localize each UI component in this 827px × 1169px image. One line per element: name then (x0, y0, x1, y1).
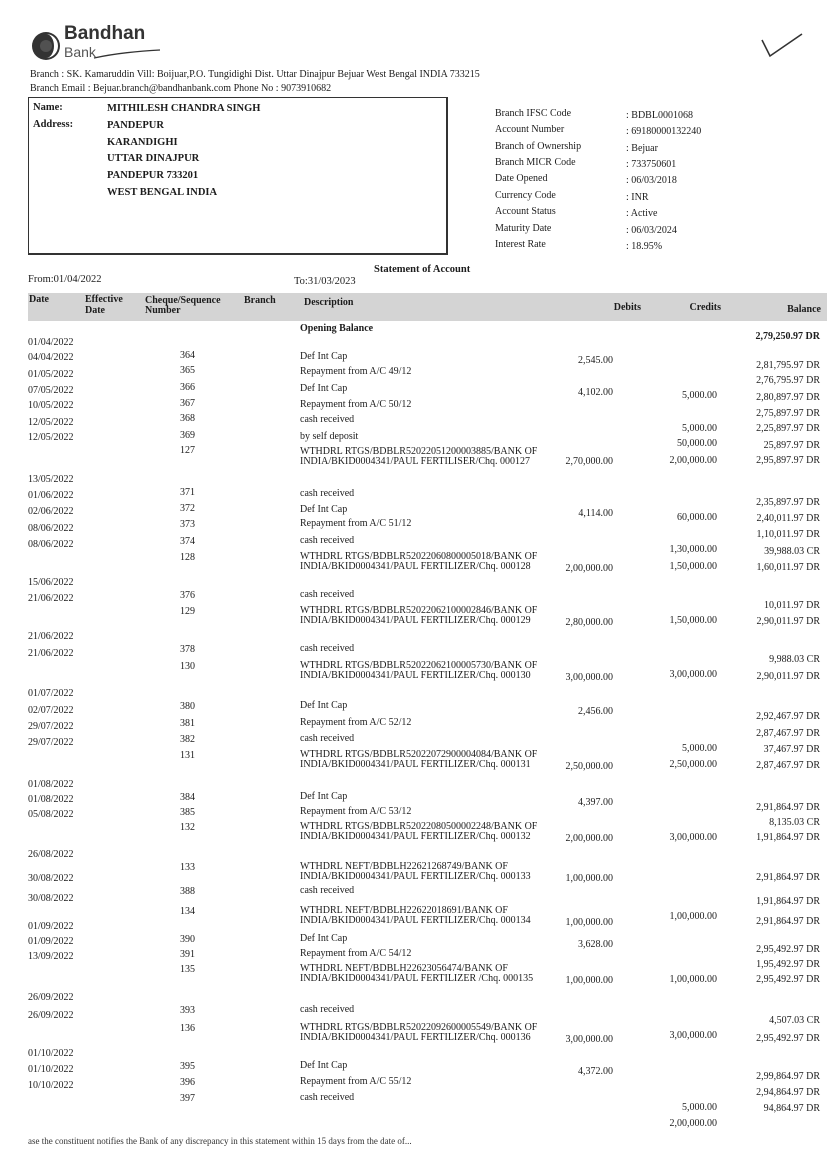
row-description: Opening Balance (300, 323, 374, 334)
row-cheque-number: 132 (180, 822, 195, 833)
row-credit: 5,000.00 (682, 390, 717, 401)
row-description: WTHDRL RTGS/BDBLR52022060800005018/BANK OF INDIA/BKID0004341/PAUL FERTILIZER/Chq. 000128 (300, 551, 538, 572)
row-cheque-number: 127 (180, 445, 195, 456)
row-cheque-number: 129 (180, 606, 195, 617)
row-date: 05/08/2022 (28, 809, 74, 820)
row-debit: 2,00,000.00 (565, 833, 613, 844)
logo-wordmark: Bandhan (64, 23, 146, 44)
row-description: Repayment from A/C 55/12 (300, 1076, 412, 1087)
row-balance: 2,79,250.97 DR (755, 331, 820, 342)
row-date: 10/10/2022 (28, 1080, 74, 1091)
row-credit: 50,000.00 (677, 438, 717, 449)
row-description: WTHDRL RTGS/BDBLR52022062100005730/BANK OF INDIA/BKID0004341/PAUL FERTILIZER/Chq. 000130 (300, 660, 538, 681)
row-debit: 2,456.00 (578, 706, 613, 717)
handwritten-tick-icon (756, 30, 806, 60)
row-balance: 2,91,864.97 DR (756, 802, 820, 813)
row-cheque-number: 365 (180, 365, 195, 376)
row-cheque-number: 133 (180, 862, 195, 873)
row-cheque-number: 397 (180, 1093, 195, 1104)
row-balance: 1,10,011.97 DR (756, 529, 820, 540)
row-balance: 2,40,011.97 DR (756, 513, 820, 524)
row-date: 08/06/2022 (28, 523, 74, 534)
row-debit: 4,397.00 (578, 797, 613, 808)
row-cheque-number: 382 (180, 734, 195, 745)
row-credit: 1,50,000.00 (669, 615, 717, 626)
col-cheque-2: Number (145, 305, 181, 316)
row-date: 01/08/2022 (28, 779, 74, 790)
col-credits: Credits (689, 302, 721, 313)
row-description: cash received (300, 589, 355, 600)
account-info-value: : 69180000132240 (626, 126, 702, 137)
row-date: 26/09/2022 (28, 1010, 74, 1021)
address-line: UTTAR DINAJPUR (107, 153, 200, 164)
row-balance: 37,467.97 DR (763, 744, 820, 755)
row-credit: 5,000.00 (682, 1102, 717, 1113)
row-balance: 2,80,897.97 DR (756, 392, 820, 403)
row-description: Repayment from A/C 53/12 (300, 806, 412, 817)
row-cheque-number: 131 (180, 750, 195, 761)
row-debit: 2,545.00 (578, 355, 613, 366)
col-balance: Balance (787, 304, 821, 315)
row-cheque-number: 380 (180, 701, 195, 712)
row-description: Def Int Cap (300, 351, 348, 362)
row-date: 02/07/2022 (28, 705, 74, 716)
row-debit: 4,372.00 (578, 1066, 613, 1077)
period-to: To:31/03/2023 (294, 276, 356, 287)
col-debits: Debits (613, 302, 641, 313)
row-description: WTHDRL RTGS/BDBLR52022062100002846/BANK OF INDIA/BKID0004341/PAUL FERTILIZER/Chq. 000129 (300, 605, 538, 626)
row-date: 21/06/2022 (28, 648, 74, 659)
row-cheque-number: 385 (180, 807, 195, 818)
row-date: 13/05/2022 (28, 474, 74, 485)
row-balance: 2,81,795.97 DR (756, 360, 820, 371)
row-description: Repayment from A/C 51/12 (300, 518, 412, 529)
row-balance: 2,95,897.97 DR (756, 455, 820, 466)
row-balance: 2,90,011.97 DR (756, 616, 820, 627)
row-description: Def Int Cap (300, 1060, 348, 1071)
name-label: Name: (33, 102, 63, 113)
row-credit: 2,00,000.00 (669, 455, 717, 466)
row-cheque-number: 393 (180, 1005, 195, 1016)
row-date: 26/09/2022 (28, 992, 74, 1003)
row-balance: 2,87,467.97 DR (756, 760, 820, 771)
row-description: WTHDRL NEFT/BDBLH22621268749/BANK OF INDIA/BKID0004341/PAUL FERTILIZER/Chq. 000133 (300, 861, 531, 882)
row-date: 01/07/2022 (28, 688, 74, 699)
row-date: 07/05/2022 (28, 385, 74, 396)
row-description: cash received (300, 1092, 355, 1103)
row-date: 01/04/2022 (28, 337, 74, 348)
row-balance: 94,864.97 DR (763, 1103, 820, 1114)
account-info-label: Date Opened (495, 173, 548, 184)
row-description: WTHDRL NEFT/BDBLH22622018691/BANK OF INDIA/BKID0004341/PAUL FERTILIZER/Chq. 000134 (300, 905, 531, 926)
customer-address-box (28, 97, 448, 255)
row-description: Repayment from A/C 54/12 (300, 948, 412, 959)
row-balance: 1,91,864.97 DR (756, 896, 820, 907)
row-date: 01/08/2022 (28, 794, 74, 805)
row-description: cash received (300, 885, 355, 896)
row-balance: 10,011.97 DR (763, 600, 820, 611)
account-info-label: Interest Rate (495, 239, 546, 250)
row-description: WTHDRL NEFT/BDBLH22623056474/BANK OF INDIA/BKID0004341/PAUL FERTILIZER /Chq. 000135 (300, 963, 534, 984)
account-info-label: Maturity Date (495, 223, 552, 234)
row-date: 13/09/2022 (28, 951, 74, 962)
row-debit: 3,00,000.00 (565, 672, 613, 683)
row-cheque-number: 374 (180, 536, 195, 547)
row-date: 30/08/2022 (28, 873, 74, 884)
bandhan-logo-icon (30, 30, 62, 62)
col-effective-date-2: Date (85, 305, 105, 316)
row-debit: 2,80,000.00 (565, 617, 613, 628)
row-balance: 8,135.03 CR (769, 817, 820, 828)
row-description: WTHDRL RTGS/BDBLR52022080500002248/BANK OF INDIA/BKID0004341/PAUL FERTILIZER/Chq. 000132 (300, 821, 538, 842)
row-date: 12/05/2022 (28, 417, 74, 428)
row-debit: 1,00,000.00 (565, 873, 613, 884)
row-cheque-number: 367 (180, 398, 195, 409)
row-date: 21/06/2022 (28, 631, 74, 642)
branch-email-line: Branch Email : Bejuar.branch@bandhanbank.com Phone No : 9073910682 (30, 83, 332, 94)
row-credit: 2,00,000.00 (669, 1118, 717, 1129)
row-description: Def Int Cap (300, 700, 348, 711)
row-description: cash received (300, 643, 355, 654)
row-debit: 4,102.00 (578, 387, 613, 398)
customer-name: MITHILESH CHANDRA SINGH (107, 103, 261, 114)
row-date: 01/10/2022 (28, 1064, 74, 1075)
row-cheque-number: 381 (180, 718, 195, 729)
branch-address-line: Branch : SK. Kamaruddin Vill: Boijuar,P.O. Tungidighi Dist. Uttar Dinajpur Bejuar West Bengal INDIA 733215 (30, 69, 480, 80)
row-date: 01/09/2022 (28, 921, 74, 932)
row-debit: 1,00,000.00 (565, 917, 613, 928)
row-balance: 4,507.03 CR (769, 1015, 820, 1026)
row-description: Def Int Cap (300, 383, 348, 394)
row-balance: 1,91,864.97 DR (756, 832, 820, 843)
address-line: KARANDIGHI (107, 137, 178, 148)
account-info-label: Branch MICR Code (495, 157, 576, 168)
row-balance: 2,90,011.97 DR (756, 671, 820, 682)
row-description: Def Int Cap (300, 791, 348, 802)
account-info-label: Account Status (495, 206, 556, 217)
row-date: 12/05/2022 (28, 432, 74, 443)
row-description: WTHDRL RTGS/BDBLR52022051200003885/BANK OF INDIA/BKID0004341/PAUL FERTILISER/Chq. 000127 (300, 446, 538, 467)
row-balance: 9,988.03 CR (769, 654, 820, 665)
row-description: Repayment from A/C 49/12 (300, 366, 412, 377)
row-cheque-number: 388 (180, 886, 195, 897)
row-date: 01/06/2022 (28, 490, 74, 501)
row-date: 01/09/2022 (28, 936, 74, 947)
row-cheque-number: 366 (180, 382, 195, 393)
row-description: cash received (300, 414, 355, 425)
row-debit: 2,00,000.00 (565, 563, 613, 574)
row-credit: 1,00,000.00 (669, 974, 717, 985)
row-cheque-number: 373 (180, 519, 195, 530)
address-line: WEST BENGAL INDIA (107, 187, 218, 198)
row-credit: 1,30,000.00 (669, 544, 717, 555)
row-date: 02/06/2022 (28, 506, 74, 517)
row-balance: 25,897.97 DR (763, 440, 820, 451)
account-info-value: : 733750601 (626, 159, 677, 170)
row-description: Def Int Cap (300, 933, 348, 944)
row-credit: 60,000.00 (677, 512, 717, 523)
row-cheque-number: 369 (180, 430, 195, 441)
row-debit: 2,50,000.00 (565, 761, 613, 772)
period-from: From:01/04/2022 (28, 274, 102, 285)
row-credit: 3,00,000.00 (669, 1030, 717, 1041)
row-date: 30/08/2022 (28, 893, 74, 904)
row-cheque-number: 364 (180, 350, 195, 361)
row-date: 29/07/2022 (28, 737, 74, 748)
row-description: cash received (300, 733, 355, 744)
row-balance: 2,91,864.97 DR (756, 872, 820, 883)
row-cheque-number: 396 (180, 1077, 195, 1088)
account-info-value: : Bejuar (626, 143, 658, 154)
row-debit: 4,114.00 (578, 508, 613, 519)
row-date: 01/05/2022 (28, 369, 74, 380)
row-balance: 1,95,492.97 DR (756, 959, 820, 970)
row-credit: 1,00,000.00 (669, 911, 717, 922)
row-balance: 2,91,864.97 DR (756, 916, 820, 927)
address-line: PANDEPUR 733201 (107, 170, 199, 181)
row-description: cash received (300, 488, 355, 499)
address-line: PANDEPUR (107, 120, 164, 131)
row-description: Repayment from A/C 50/12 (300, 399, 412, 410)
row-credit: 5,000.00 (682, 743, 717, 754)
row-description: WTHDRL RTGS/BDBLR52022072900004084/BANK OF INDIA/BKID0004341/PAUL FERTILIZER/Chq. 000131 (300, 749, 538, 770)
row-date: 08/06/2022 (28, 539, 74, 550)
row-balance: 39,988.03 CR (764, 546, 820, 557)
row-credit: 3,00,000.00 (669, 832, 717, 843)
row-cheque-number: 128 (180, 552, 195, 563)
logo-subtext: Bank (64, 44, 96, 60)
row-debit: 3,628.00 (578, 939, 613, 950)
row-balance: 2,35,897.97 DR (756, 497, 820, 508)
row-balance: 2,76,795.97 DR (756, 375, 820, 386)
address-label: Address: (33, 119, 74, 130)
row-description: by self deposit (300, 431, 359, 442)
account-info-value: : INR (626, 192, 649, 203)
row-balance: 2,95,492.97 DR (756, 944, 820, 955)
row-balance: 2,99,864.97 DR (756, 1071, 820, 1082)
row-balance: 2,87,467.97 DR (756, 728, 820, 739)
row-date: 10/05/2022 (28, 400, 74, 411)
row-description: Repayment from A/C 52/12 (300, 717, 412, 728)
row-credit: 1,50,000.00 (669, 561, 717, 572)
row-cheque-number: 368 (180, 413, 195, 424)
col-date: Date (29, 294, 49, 305)
account-info-label: Account Number (495, 124, 565, 135)
row-description: WTHDRL RTGS/BDBLR52022092600005549/BANK OF INDIA/BKID0004341/PAUL FERTILIZER/Chq. 000136 (300, 1022, 538, 1043)
row-debit: 2,70,000.00 (565, 456, 613, 467)
footer-note: ase the constituent notifies the Bank of any discrepancy in this statement within 15 days from the date of... (28, 1136, 412, 1146)
row-credit: 2,50,000.00 (669, 759, 717, 770)
row-credit: 5,000.00 (682, 423, 717, 434)
row-date: 26/08/2022 (28, 849, 74, 860)
col-effective-date: Effective (85, 294, 123, 305)
row-cheque-number: 136 (180, 1023, 195, 1034)
row-cheque-number: 378 (180, 644, 195, 655)
row-balance: 2,94,864.97 DR (756, 1087, 820, 1098)
row-date: 29/07/2022 (28, 721, 74, 732)
account-info-label: Currency Code (495, 190, 556, 201)
row-balance: 2,75,897.97 DR (756, 408, 820, 419)
col-cheque: Cheque/Sequence (145, 295, 221, 306)
row-balance: 2,95,492.97 DR (756, 1033, 820, 1044)
row-date: 01/10/2022 (28, 1048, 74, 1059)
row-cheque-number: 134 (180, 906, 195, 917)
col-description: Description (304, 297, 354, 308)
account-info-value: : 06/03/2018 (626, 175, 677, 186)
row-description: Def Int Cap (300, 504, 348, 515)
row-balance: 2,95,492.97 DR (756, 974, 820, 985)
row-date: 21/06/2022 (28, 593, 74, 604)
row-debit: 1,00,000.00 (565, 975, 613, 986)
account-info-label: Branch IFSC Code (495, 108, 572, 119)
row-description: cash received (300, 1004, 355, 1015)
row-balance: 1,60,011.97 DR (756, 562, 820, 573)
pen-underline-mark (92, 48, 162, 62)
row-cheque-number: 384 (180, 792, 195, 803)
row-debit: 3,00,000.00 (565, 1034, 613, 1045)
account-info-value: : BDBL0001068 (626, 110, 693, 121)
statement-title: Statement of Account (374, 264, 471, 275)
row-cheque-number: 372 (180, 503, 195, 514)
row-cheque-number: 135 (180, 964, 195, 975)
row-cheque-number: 130 (180, 661, 195, 672)
account-info-value: : Active (626, 208, 658, 219)
row-date: 04/04/2022 (28, 352, 74, 363)
row-cheque-number: 390 (180, 934, 195, 945)
account-info-value: : 06/03/2024 (626, 225, 677, 236)
row-cheque-number: 391 (180, 949, 195, 960)
row-date: 15/06/2022 (28, 577, 74, 588)
row-cheque-number: 371 (180, 487, 195, 498)
col-branch: Branch (244, 295, 276, 306)
row-cheque-number: 395 (180, 1061, 195, 1072)
row-cheque-number: 376 (180, 590, 195, 601)
account-info-label: Branch of Ownership (495, 141, 582, 152)
row-balance: 2,25,897.97 DR (756, 423, 820, 434)
row-description: cash received (300, 535, 355, 546)
row-balance: 2,92,467.97 DR (756, 711, 820, 722)
row-credit: 3,00,000.00 (669, 669, 717, 680)
account-info-value: : 18.95% (626, 241, 663, 252)
